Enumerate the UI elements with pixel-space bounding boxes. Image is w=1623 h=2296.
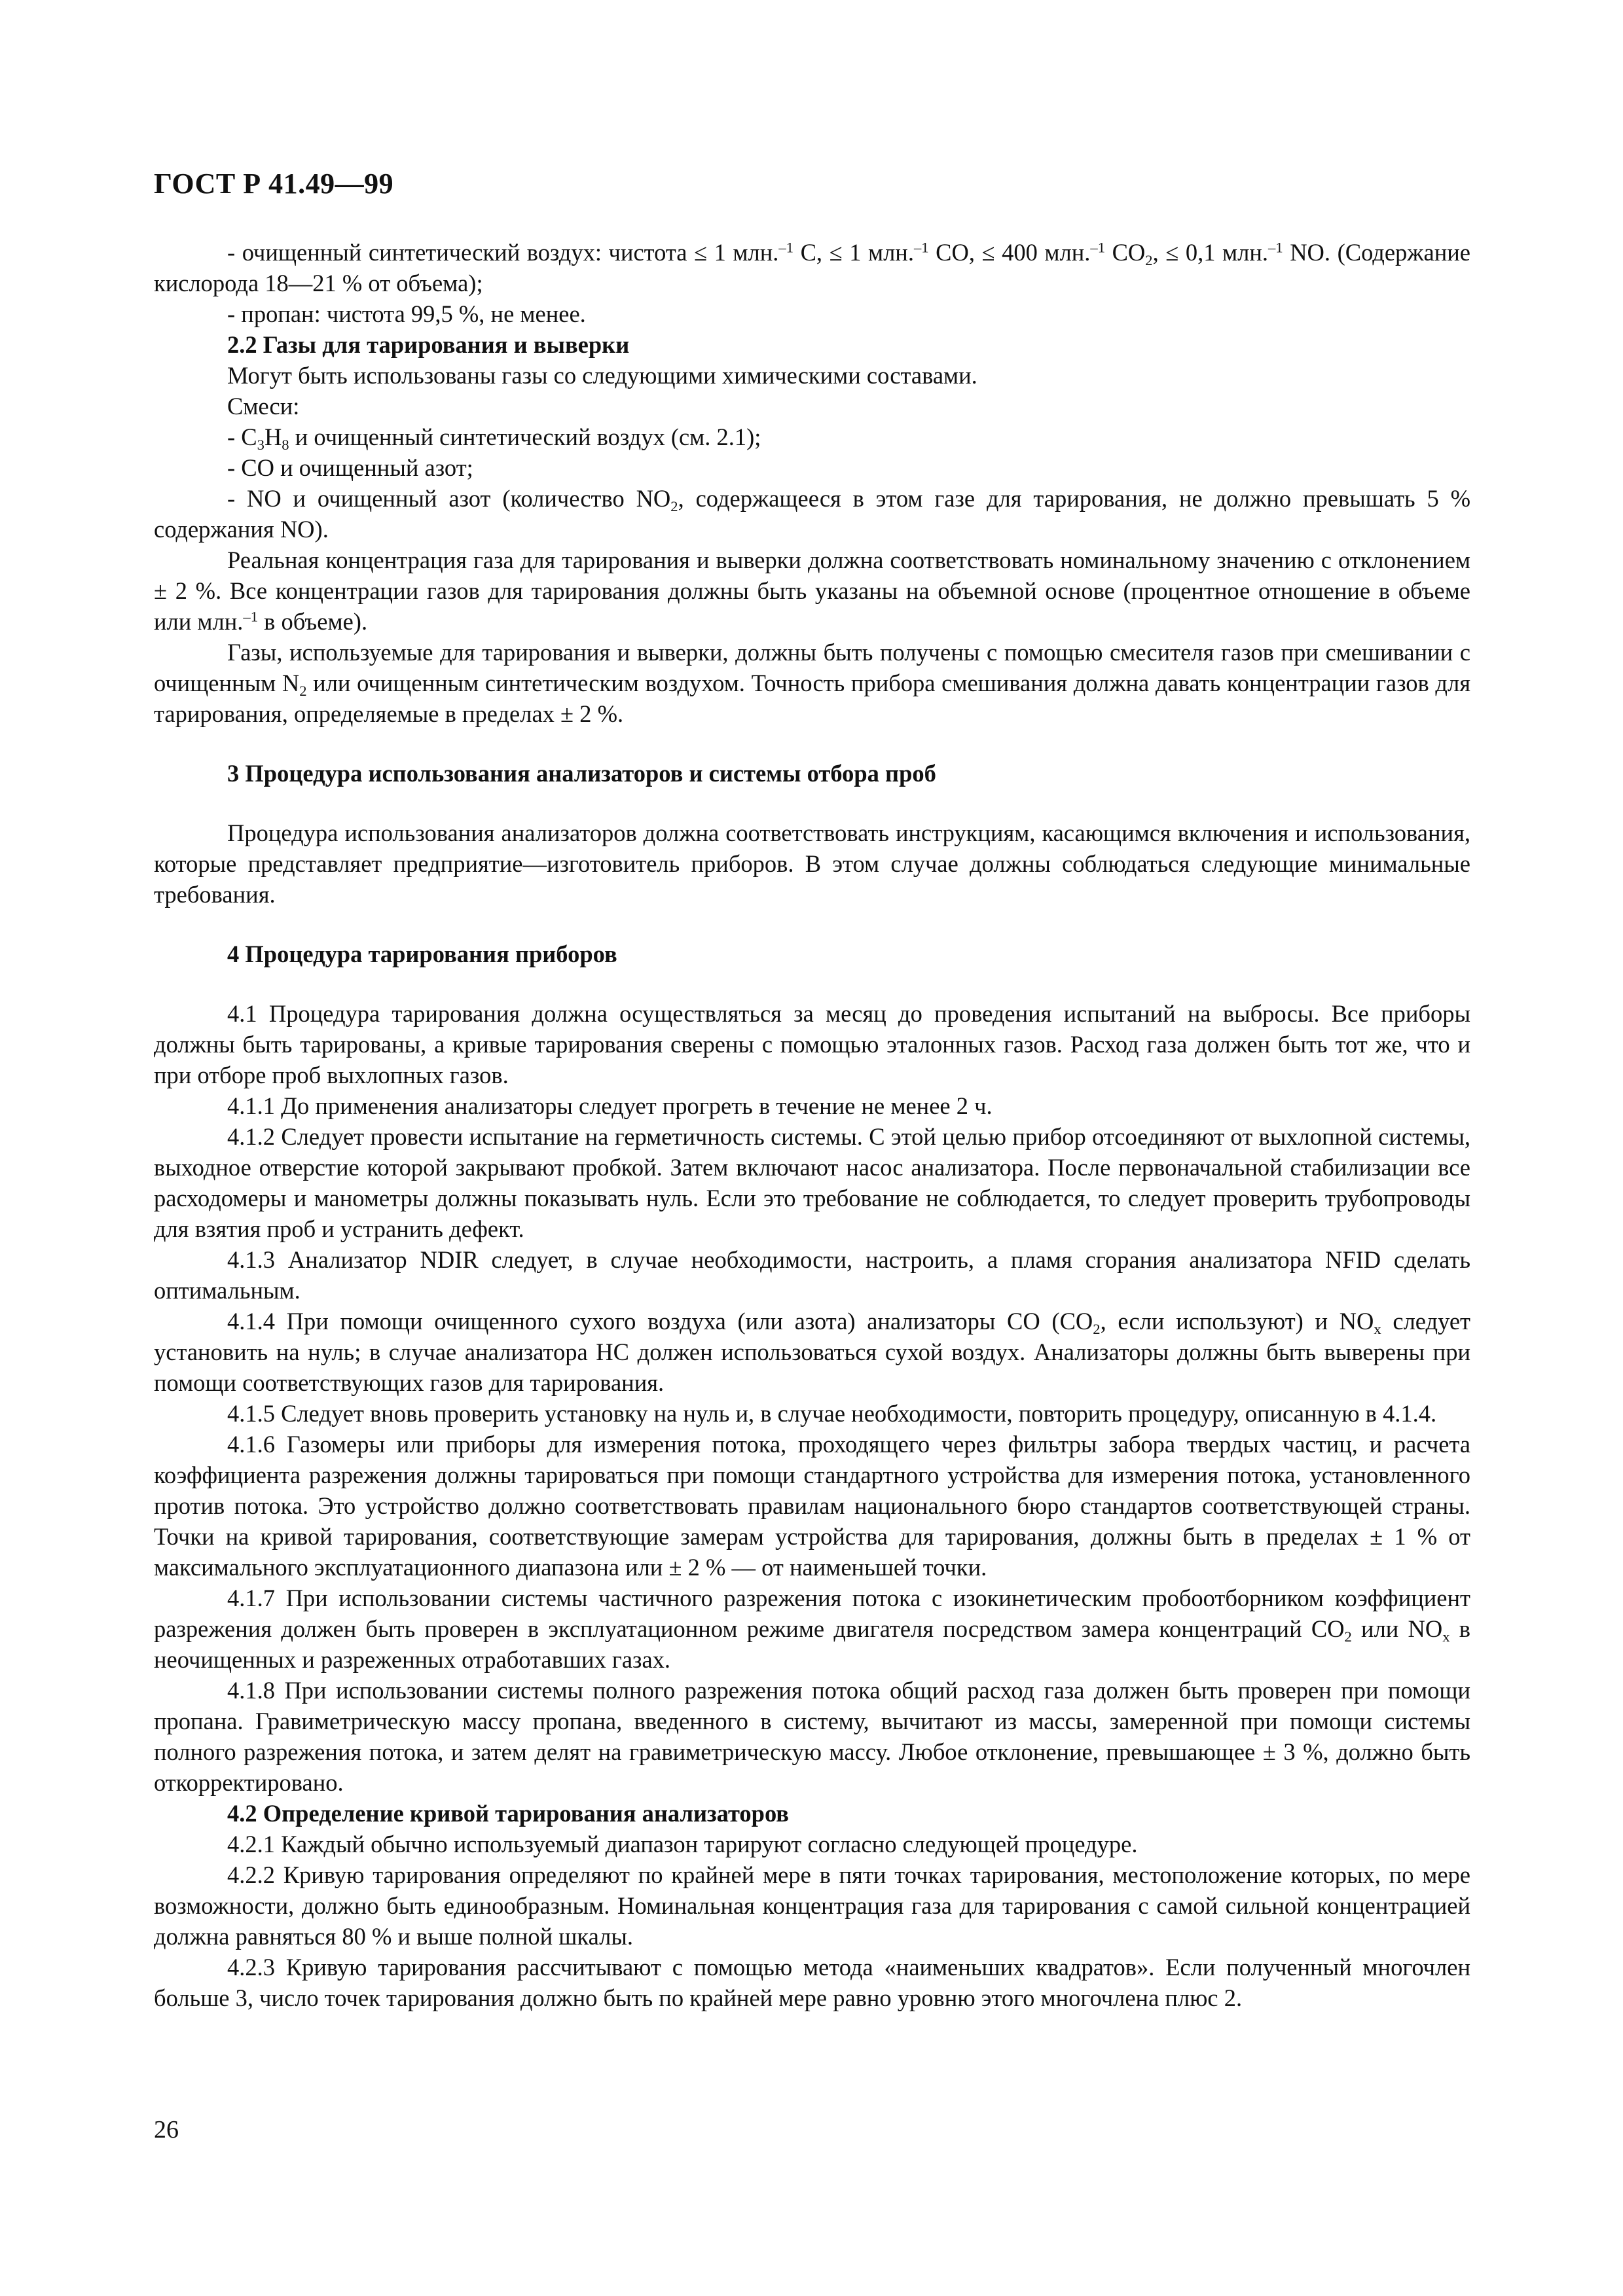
list-item-mixture-c3h8: - $C_3H_8$ и очищенный синтетический воздух (см. 2.1); — [227, 423, 761, 453]
document-header: ГОСТ Р 41.49—99 — [154, 168, 394, 200]
paragraph-4-1-3: 4.1.3 Анализатор NDIR следует, в случае необходимости, настроить, а пламя сгорания анализатора NFID сделать оптимальным. — [154, 1246, 1470, 1304]
paragraph-gas-mixing: Газы, используемые для тарирования и выверки, должны быть получены с помощью смесителя газов при смешивании с очищенным $N_2$ или очищенным синтетическим воздухом. Точность прибора смешивания должна давать концентрации газов для тарирования, определяемые в пределах ± 2 %. — [154, 639, 1470, 727]
paragraph-4-1-1: 4.1.1 До применения анализаторы следует прогреть в течение не менее 2 ч. — [227, 1092, 993, 1119]
subsection-heading-2-2: 2.2 Газы для тарирования и выверки — [227, 331, 630, 358]
paragraph-4-2-1: 4.2.1 Каждый обычно используемый диапазон тарируют согласно следующей процедуре. — [227, 1831, 1138, 1857]
paragraph-4-2-2: 4.2.2 Кривую тарирования определяют по крайней мере в пяти точках тарирования, местоположение которых, по мере возможности, должно быть единообразным. Номинальная концентрация газа для тарирования с самой сильной концентрацией должна равняться 80 % и выше полной шкалы. — [154, 1861, 1470, 1950]
paragraph-analyzer-procedure: Процедура использования анализаторов должна соответствовать инструкциям, касающимся включения и использования, которые представляет предприятие—изготовитель приборов. В этом случае должны соблюдаться следующие минимальные требования. — [154, 819, 1470, 908]
paragraph-4-1-2: 4.1.2 Следует провести испытание на герметичность системы. С этой целью прибор отсоединяют от выхлопной системы, выходное отверстие которой закрывают пробкой. Затем включают насос анализатора. После первоначальной стабилизации все расходомеры и манометры должны показывать нуль. Если это требование не соблюдается, то следует проверить трубопроводы для взятия проб и устранить дефект. — [154, 1123, 1470, 1242]
paragraph-4-1-4: 4.1.4 При помощи очищенного сухого воздуха (или азота) анализаторы СО ($СО_2$, если используют) и $NO_x$ следует установить на нуль; в случае анализатора НС должен использоваться сухой воздух. Анализаторы должны быть выверены при помощи соответствующих газов для тарирования. — [154, 1308, 1471, 1396]
paragraph-propane-purity: - пропан: чистота 99,5 %, не менее. — [227, 300, 586, 327]
paragraph-4-1: 4.1 Процедура тарирования должна осуществляться за месяц до проведения испытаний на выбросы. Все приборы должны быть тарированы, а кривые тарирования сверены с помощью эталонных газов. Расход газа должен быть тот же, что и при отборе проб выхлопных газов. — [154, 1000, 1470, 1088]
list-item-mixture-co: - СО и очищенный азот; — [227, 454, 473, 481]
paragraph-4-1-6: 4.1.6 Газомеры или приборы для измерения потока, проходящего через фильтры забора твердых частиц, и расчета коэффициента разрежения должны тарироваться при помощи стандартного устройства для измерения потока, установленного против потока. Это устройство должно соответствовать правилам национального бюро стандартов соответствующей страны. Точки на кривой тарирования, соответствующие замерам устройства для тарирования, должны быть в пределах ± 1 % от максимального эксплуатационного диапазона или ± 2 % — от наименьшей точки. — [154, 1431, 1470, 1581]
section-heading-4: 4 Процедура тарирования приборов — [227, 941, 617, 967]
paragraph-gases-allowed: Могут быть использованы газы со следующими химическими составами. — [227, 362, 977, 389]
subsection-heading-4-2: 4.2 Определение кривой тарирования анализаторов — [227, 1800, 790, 1827]
paragraph-4-1-8: 4.1.8 При использовании системы полного разрежения потока общий расход газа должен быть проверен при помощи пропана. Гравиметрическую массу пропана, введенного в систему, вычитают из массы, замеренной при помощи системы полного разрежения потока, и затем делят на гравиметрическую массу. Любое отклонение, превышающее ± 3 %, должно быть откорректировано. — [154, 1677, 1470, 1796]
paragraph-air-purity: - очищенный синтетический воздух: чистота ≤ 1 млн.$^{-1}$ С, ≤ 1 млн.$^{-1}$ СО, ≤ 400 млн.$^{-1}$ $СО_2$, ≤ 0,1 млн.$^{-1}$ NO. (Содержание кислорода 18—21 % от объема); — [154, 239, 1470, 296]
page-number: 26 — [154, 2116, 179, 2144]
paragraph-4-1-7: 4.1.7 При использовании системы частичного разрежения потока с изокинетическим пробоотборником коэффициент разрежения должен быть проверен в эксплуатационном режиме двигателя посредством замера концентраций $СО_2$ или $NO_x$ в неочищенных и разреженных отработавших газах. — [154, 1585, 1470, 1673]
section-heading-3: 3 Процедура использования анализаторов и системы отбора проб — [227, 760, 936, 787]
paragraph-real-concentration: Реальная концентрация газа для тарирования и выверки должна соответствовать номинальному значению с отклонением ± 2 %. Все концентрации газов для тарирования должны быть указаны на объемной основе (процентное отношение в объеме или млн.$^{-1}$ в объеме). — [154, 547, 1470, 635]
paragraph-4-1-5: 4.1.5 Следует вновь проверить установку на нуль и, в случае необходимости, повторить процедуру, описанную в 4.1.4. — [227, 1400, 1437, 1427]
list-item-mixture-no: - NO и очищенный азот (количество $NO_2$, содержащееся в этом газе для тарирования, не должно превышать 5 % содержания NO). — [154, 485, 1471, 543]
paragraph-mixtures-label: Смеси: — [227, 393, 300, 420]
document-body — [154, 237, 1470, 2013]
paragraph-4-2-3: 4.2.3 Кривую тарирования рассчитывают с помощью метода «наименьших квадратов». Если полученный многочлен больше 3, число точек тарирования должно быть по крайней мере равно уровню этого многочлена плюс 2. — [154, 1954, 1470, 2011]
